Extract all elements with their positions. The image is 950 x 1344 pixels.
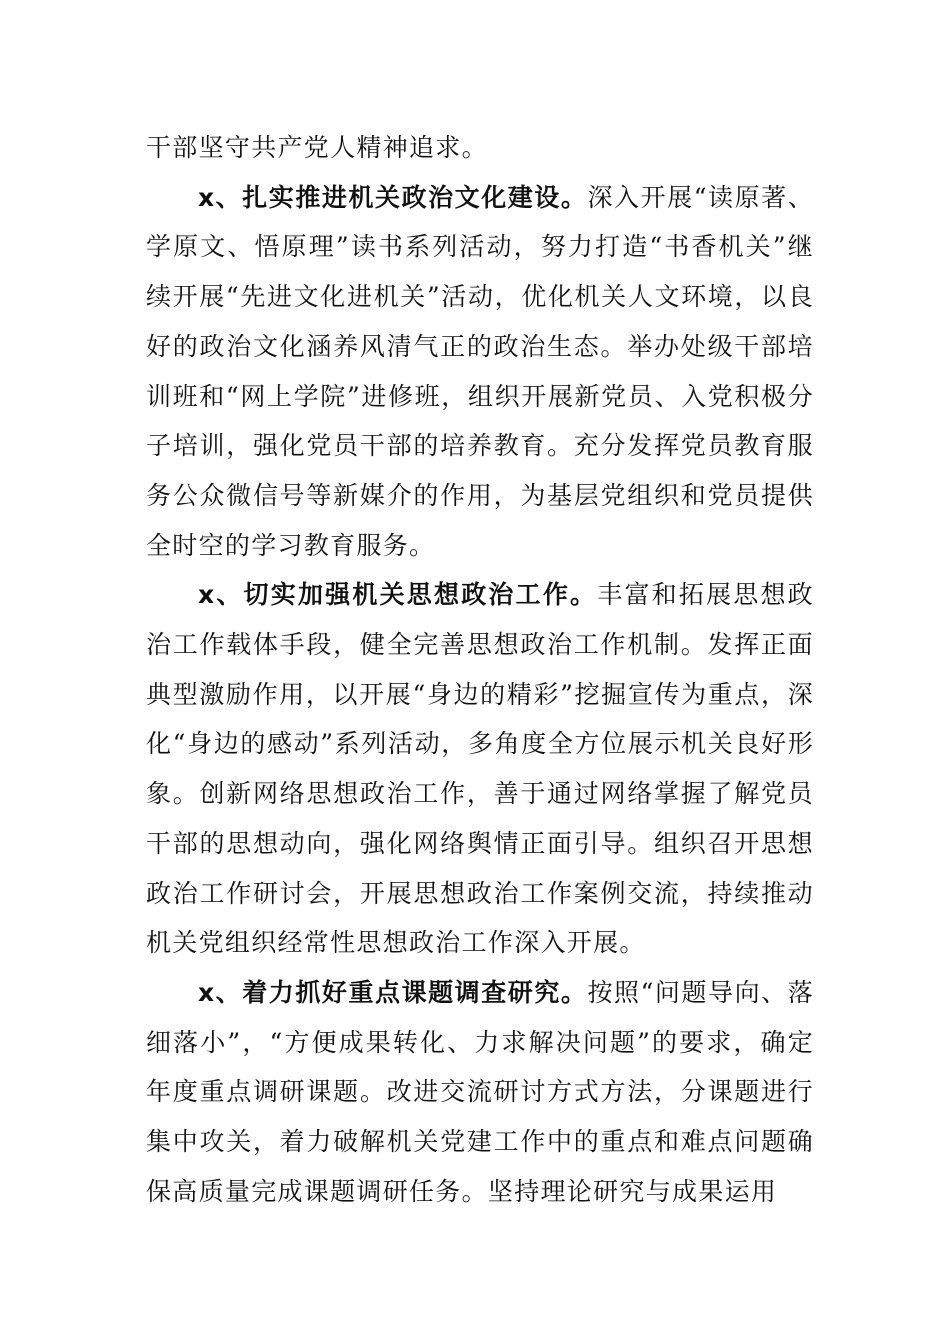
paragraph-ideological-work [146,570,814,968]
paragraph-political-culture [146,173,814,571]
document-body [146,123,814,1216]
paragraph-heading: x、扎实推进机关政治文化建设。 [198,182,588,212]
paragraph-body: 丰富和拓展思想政治工作载体手段，健全完善思想政治工作机制。发挥正面典型激励作用，以开展“身边的精彩”挖掘宣传为重点，深化“身边的感动”系列活动，多角度全方位展示机关良好形象。创新网络思想政治工作，善于通过网络掌握了解党员干部的思想动向，强化网络舆情正面引导。组织召开思想政治工作研讨会，开展思想政治工作案例交流，持续推动机关党组织经常性思想政治工作深入开展。 [146,580,814,958]
paragraph-heading: x、着力抓好重点课题调查研究。 [198,977,588,1007]
paragraph-continuation [146,123,814,173]
paragraph-body: 深入开展“读原著、学原文、悟原理”读书系列活动，努力打造“书香机关”继续开展“先进文化进机关”活动，优化机关人文环境，以良好的政治文化涵养风清气正的政治生态。举办处级干部培训班和“网上学院”进修班，组织开展新党员、入党积极分子培训，强化党员干部的培养教育。充分发挥党员教育服务公众微信号等新媒介的作用，为基层党组织和党员提供全时空的学习教育服务。 [146,182,814,560]
paragraph-body: 干部坚守共产党人精神追求。 [146,133,488,162]
paragraph-research-topics [146,968,814,1217]
paragraph-body: 按照“问题导向、落细落小”，“方便成果转化、力求解决问题”的要求，确定年度重点调研课题。改进交流研讨方式方法，分课题进行集中攻关，着力破解机关党建工作中的重点和难点问题确保高质量完成课题调研任务。坚持理论研究与成果运用 [146,977,814,1206]
paragraph-heading: x、切实加强机关思想政治工作。 [198,580,598,610]
